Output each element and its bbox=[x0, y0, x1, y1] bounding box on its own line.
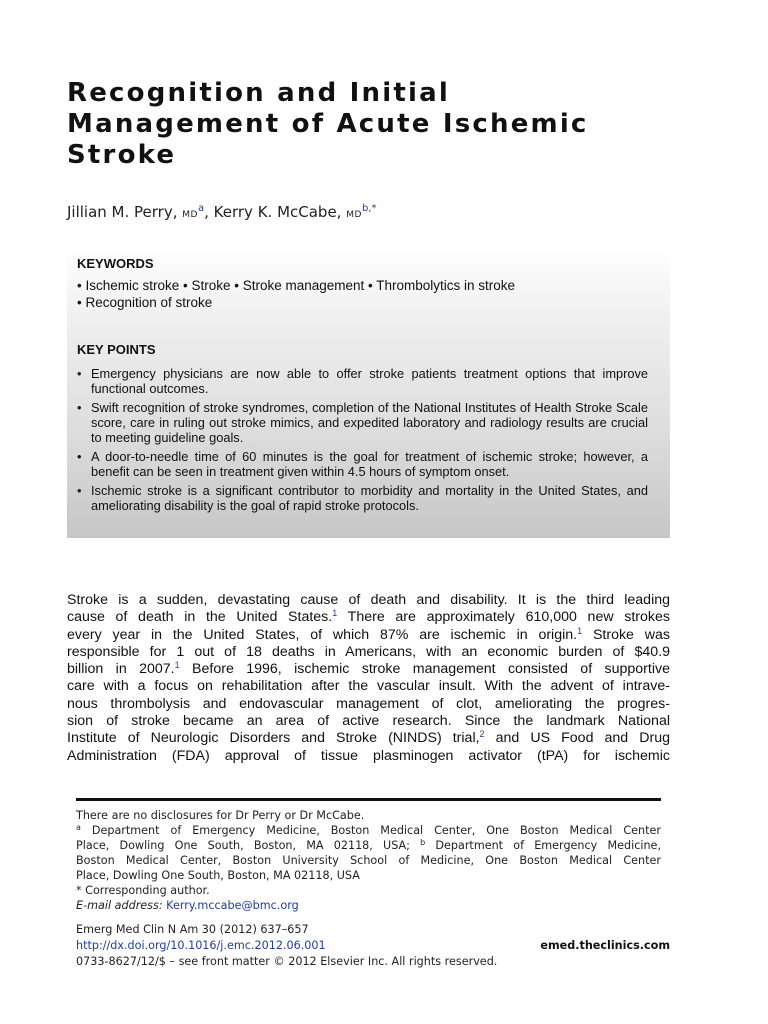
author-degree: MD bbox=[346, 210, 362, 220]
key-points-list bbox=[77, 366, 648, 517]
reference-link[interactable]: 1 bbox=[577, 625, 583, 636]
key-point bbox=[77, 366, 648, 396]
body-line: Administration (FDA) approval of tissue plasminogen activator (tPA) for ischemic bbox=[67, 747, 670, 764]
corresponding-author-note: * Corresponding author. bbox=[76, 884, 210, 897]
keywords-keypoints-box bbox=[67, 248, 670, 538]
key-point-text: Swift recognition of stroke syndromes, completion of the National Institutes of Health Stroke Scale score, care in ruling out stroke mimics, and expedited laboratory and radiology results are crucial to meeting guideline goals. bbox=[91, 400, 648, 445]
bullet-icon: • bbox=[77, 449, 82, 464]
key-point bbox=[77, 483, 648, 513]
bullet-icon: • bbox=[77, 366, 82, 381]
disclosure-note: There are no disclosures for Dr Perry or Dr McCabe. bbox=[76, 809, 365, 822]
reference-link[interactable]: 2 bbox=[479, 729, 485, 740]
body-line: nous thrombolysis and endovascular management of clot, ameliorating the progres- bbox=[67, 695, 670, 712]
title-line: Management of Acute Ischemic bbox=[67, 109, 589, 139]
reference-link[interactable]: 1 bbox=[174, 660, 180, 671]
bullet-icon: • bbox=[77, 400, 82, 415]
journal-site: emed.theclinics.com bbox=[540, 939, 670, 952]
key-point-text: Emergency physicians are now able to offer stroke patients treatment options that improve functional outcomes. bbox=[91, 366, 648, 396]
body-line: care with a focus on rehabilitation after the vascular insult. With the advent of intrave- bbox=[67, 678, 670, 695]
keywords-line: • Ischemic stroke • Stroke • Stroke management • Thrombolytics in stroke bbox=[77, 278, 516, 293]
body-line: Institute of Neurologic Disorders and Stroke (NINDS) trial,$^2$ and US Food and Drug bbox=[67, 729, 671, 747]
journal-citation: Emerg Med Clin N Am 30 (2012) 637–657 bbox=[76, 923, 309, 936]
email-link[interactable]: Kerry.mccabe@bmc.org bbox=[166, 899, 299, 912]
doi-link[interactable]: http://dx.doi.org/10.1016/j.emc.2012.06.001 bbox=[76, 939, 326, 952]
author-separator: , bbox=[204, 203, 214, 221]
key-points-heading: KEY POINTS bbox=[77, 342, 156, 357]
reference-link[interactable]: 1 bbox=[332, 608, 338, 619]
body-line: sion of stroke became an area of active research. Since the landmark National bbox=[67, 713, 670, 730]
author-name: Kerry K. McCabe, bbox=[213, 203, 342, 221]
body-line: every year in the United States, of which 87% are ischemic in origin.$^1$ Stroke was bbox=[67, 625, 671, 643]
affiliation-mark[interactable]: a bbox=[197, 203, 205, 214]
author-name: Jillian M. Perry, bbox=[67, 203, 178, 221]
copyright-line: 0733-8627/12/$ – see front matter © 2012 Elsevier Inc. All rights reserved. bbox=[76, 955, 498, 968]
footnote-divider bbox=[76, 798, 661, 801]
body-line: billion in 2007.$^1$ Before 1996, ischemic stroke management consisted of supportive bbox=[67, 660, 670, 678]
affiliation-line: Place, Dowling One South, Boston, MA 02118, USA bbox=[76, 869, 360, 882]
title-line: Recognition and Initial bbox=[67, 78, 450, 108]
article-title bbox=[67, 78, 707, 171]
affiliation-line: Place, Dowling One South, Boston, MA 02118, USA; $^b$ Department of Emergency Medicine, bbox=[76, 838, 661, 852]
body-line: cause of death in the United States.$^1$ There are approximately 610,000 new strokes bbox=[67, 608, 670, 626]
key-point bbox=[77, 400, 648, 445]
affiliation-line: Boston Medical Center, Boston University School of Medicine, One Boston Medical Center bbox=[76, 854, 661, 867]
body-line: responsible for 1 out of 18 deaths in Americans, with an economic burden of $40.9 bbox=[67, 643, 670, 660]
corresponding-mark[interactable]: * bbox=[371, 203, 377, 214]
body-paragraph bbox=[67, 592, 670, 765]
footnotes bbox=[76, 808, 661, 913]
keywords-line: • Recognition of stroke bbox=[77, 295, 213, 310]
key-point bbox=[77, 449, 648, 479]
key-point-text: A door-to-needle time of 60 minutes is the goal for treatment of ischemic stroke; however, a benefit can be seen in treatment given within 4.5 hours of symptom onset. bbox=[91, 449, 648, 479]
affiliation-line: $^a$ Department of Emergency Medicine, Boston Medical Center, One Boston Medical Center bbox=[76, 823, 661, 837]
bullet-icon: • bbox=[77, 483, 82, 498]
email-label: E-mail address: bbox=[76, 899, 163, 912]
author-degree: MD bbox=[182, 210, 198, 220]
email-line bbox=[76, 898, 661, 913]
affiliation-mark[interactable]: b, bbox=[361, 203, 372, 214]
key-point-text: Ischemic stroke is a significant contributor to morbidity and mortality in the United States, and ameliorating disability is the goal of rapid stroke protocols. bbox=[91, 483, 648, 513]
title-line: Stroke bbox=[67, 140, 177, 170]
author-list bbox=[67, 203, 376, 221]
journal-info bbox=[76, 922, 670, 970]
body-line: Stroke is a sudden, devastating cause of death and disability. It is the third leading bbox=[67, 592, 670, 608]
keywords-heading: KEYWORDS bbox=[77, 256, 154, 271]
